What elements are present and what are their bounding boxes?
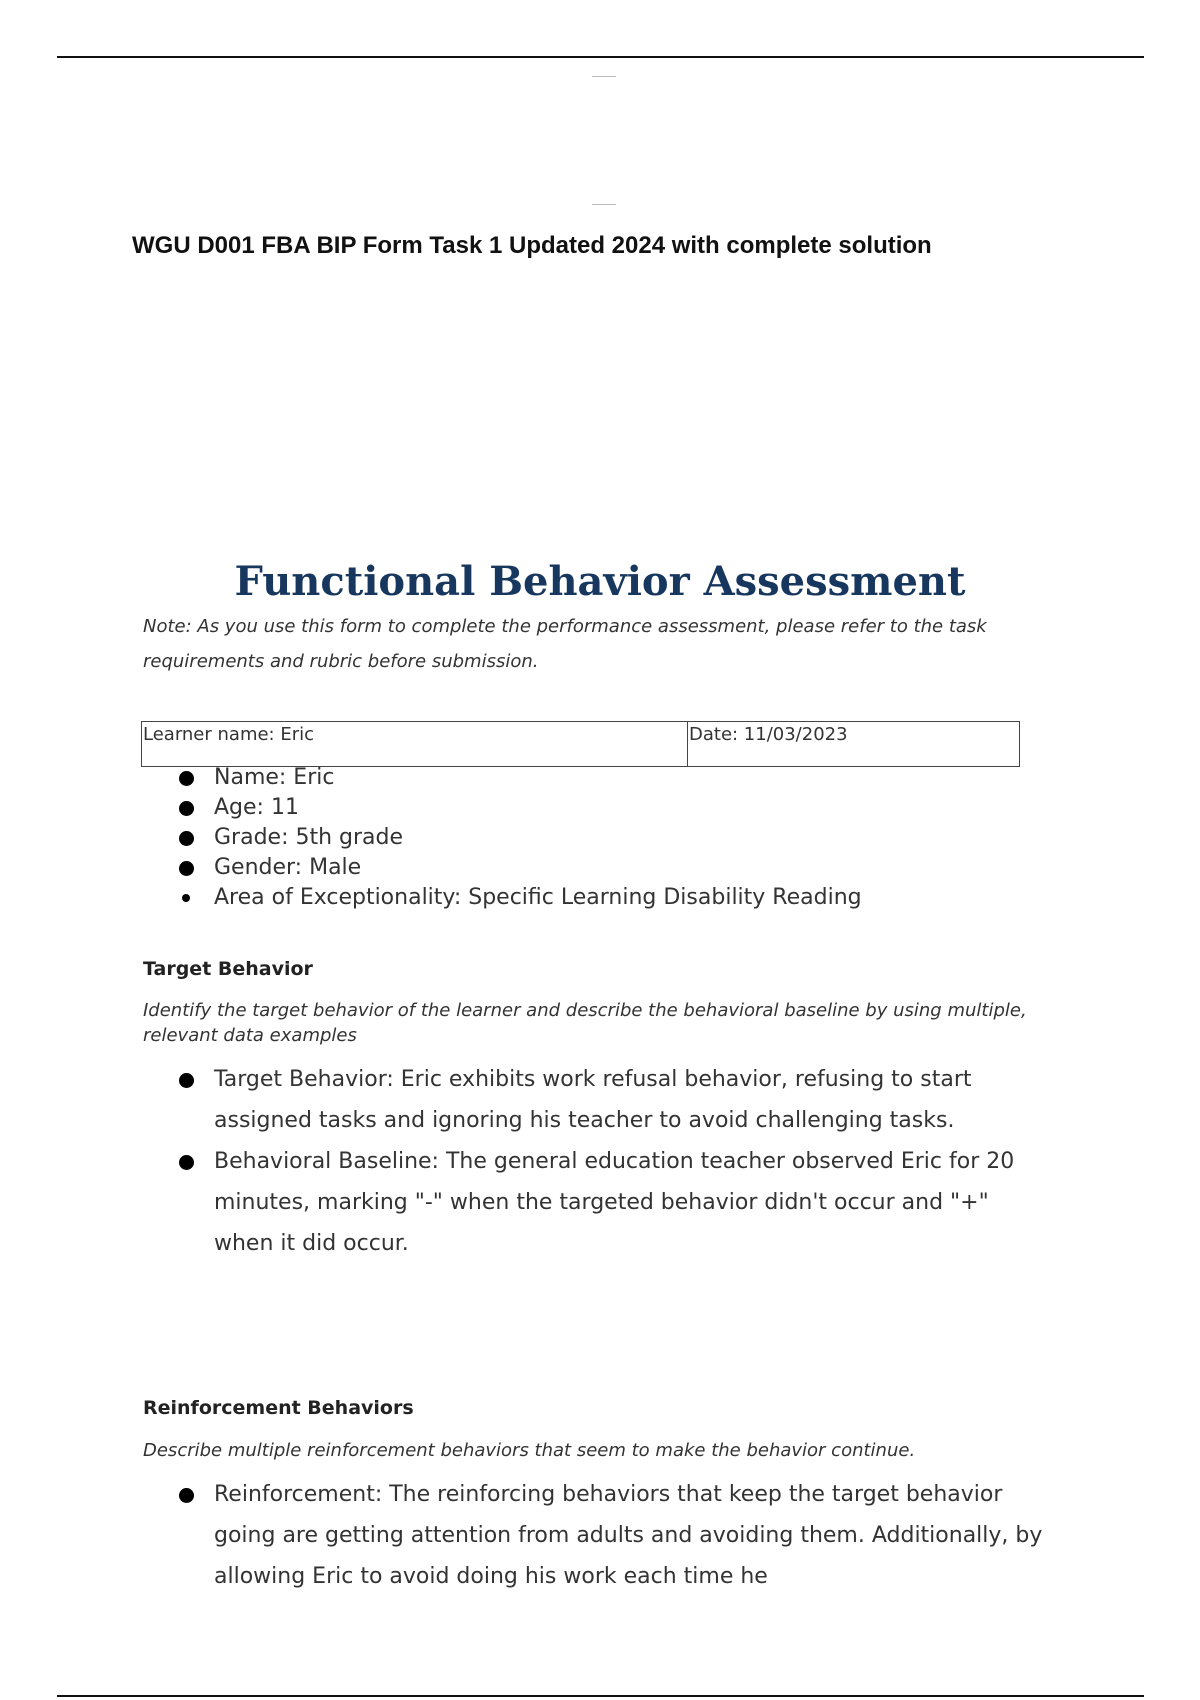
reinforcement-behaviors-instruction: Describe multiple reinforcement behaviors that seem to make the behavior continue.: [143, 1440, 916, 1461]
document-header: WGU D001 FBA BIP Form Task 1 Updated 2024 with complete solution: [132, 232, 932, 259]
demographic-item: Age: 11: [214, 793, 862, 823]
bottom-rule: [57, 1695, 1144, 1697]
top-rule: [57, 56, 1144, 58]
demographic-item: Name: Eric: [214, 763, 862, 793]
behavioral-baseline-item: Behavioral Baseline: The general education teacher observed Eric for 20 minutes, marking "-" when the targeted behavior didn't occur and "+" when it did occur.: [214, 1141, 1044, 1264]
target-behavior-item: Target Behavior: Eric exhibits work refusal behavior, refusing to start assigned tasks and ignoring his teacher to avoid challenging tasks.: [214, 1059, 1044, 1141]
bullet-icon: [179, 771, 194, 786]
target-behavior-heading: Target Behavior: [143, 958, 313, 980]
form-note: Note: As you use this form to complete the performance assessment, please refer to the task requirements and rubric before submission.: [143, 616, 987, 672]
bullet-icon: [179, 801, 194, 816]
demographic-item: Gender: Male: [214, 853, 862, 883]
demographic-item: Grade: 5th grade: [214, 823, 862, 853]
bullet-icon: [182, 894, 190, 902]
target-behavior-list: [214, 1059, 1044, 1264]
bullet-icon: [179, 861, 194, 876]
reinforcement-list: [214, 1474, 1044, 1597]
bullet-icon: [179, 831, 194, 846]
page-dash-mark: [592, 204, 616, 205]
learner-name-cell: Learner name: Eric: [142, 722, 688, 766]
bullet-icon: [179, 1155, 194, 1170]
bullet-icon: [179, 1073, 194, 1088]
learner-info-table: [141, 721, 1020, 767]
page-dash-mark: [592, 76, 616, 77]
demographics-list: [214, 763, 862, 913]
date-cell: Date: 11/03/2023: [689, 724, 848, 745]
reinforcement-item: Reinforcement: The reinforcing behaviors that keep the target behavior going are getting attention from adults and avoiding them. Additionally, by allowing Eric to avoid doing his work each time he: [214, 1474, 1044, 1597]
bullet-icon: [179, 1488, 194, 1503]
reinforcement-behaviors-heading: Reinforcement Behaviors: [143, 1397, 414, 1419]
form-title: Functional Behavior Assessment: [234, 558, 966, 605]
demographic-item: Area of Exceptionality: Specific Learning Disability Reading: [214, 883, 862, 913]
target-behavior-instruction: Identify the target behavior of the learner and describe the behavioral baseline by using multiple, relevant data examples: [143, 1000, 1027, 1046]
